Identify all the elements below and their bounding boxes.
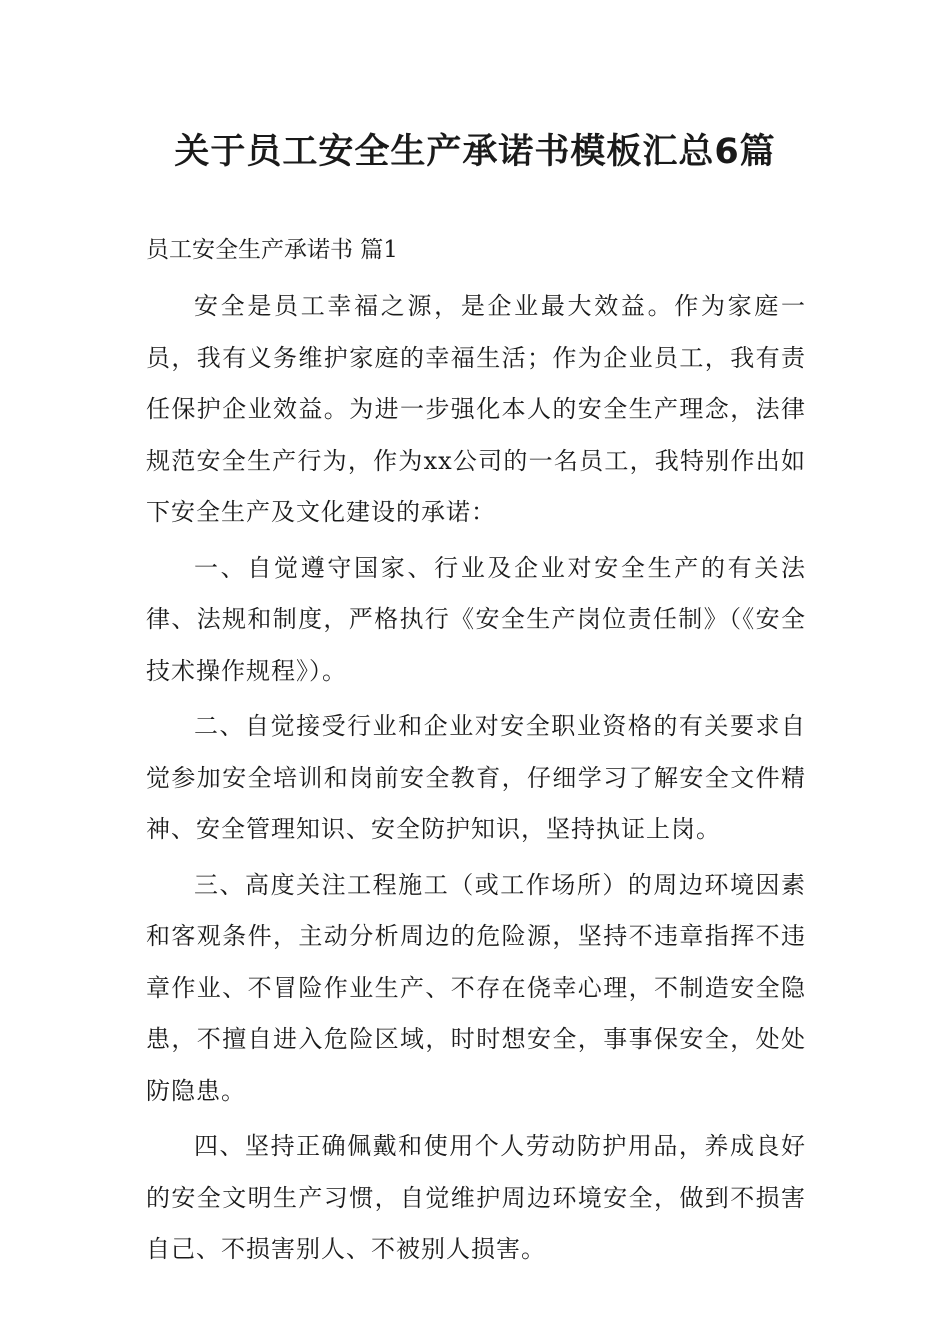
document-title: 关于员工安全生产承诺书模板汇总6篇 xyxy=(174,132,776,172)
document-body xyxy=(146,281,806,1280)
paragraph-intro: 安全是员工幸福之源，是企业最大效益。作为家庭一员，我有义务维护家庭的幸福生活；作为企业员工，我有责任保护企业效益。为进一步强化本人的安全生产理念，法律规范安全生产行为，作为xx公司的一名员工，我特别作出如下安全生产及文化建设的承诺： xyxy=(146,292,806,526)
section-heading: 员工安全生产承诺书 篇1 xyxy=(146,237,398,263)
paragraph-item-4: 四、坚持正确佩戴和使用个人劳动防护用品，养成良好的安全文明生产习惯，自觉维护周边环境安全，做到不损害自己、不损害别人、不被别人损害。 xyxy=(146,1132,806,1263)
paragraph-item-2: 二、自觉接受行业和企业对安全职业资格的有关要求自觉参加安全培训和岗前安全教育，仔细学习了解安全文件精神、安全管理知识、安全防护知识，坚持执证上岗。 xyxy=(146,712,806,843)
paragraph-item-1: 一、自觉遵守国家、行业及企业对安全生产的有关法律、法规和制度，严格执行《安全生产岗位责任制》（《安全技术操作规程》）。 xyxy=(146,553,806,685)
paragraph-item-3: 三、高度关注工程施工（或工作场所）的周边环境因素和客观条件，主动分析周边的危险源，坚持不违章指挥不违章作业、不冒险作业生产、不存在侥幸心理，不制造安全隐患，不擅自进入危险区域，时时想安全，事事保安全，处处防隐患。 xyxy=(146,870,806,1105)
